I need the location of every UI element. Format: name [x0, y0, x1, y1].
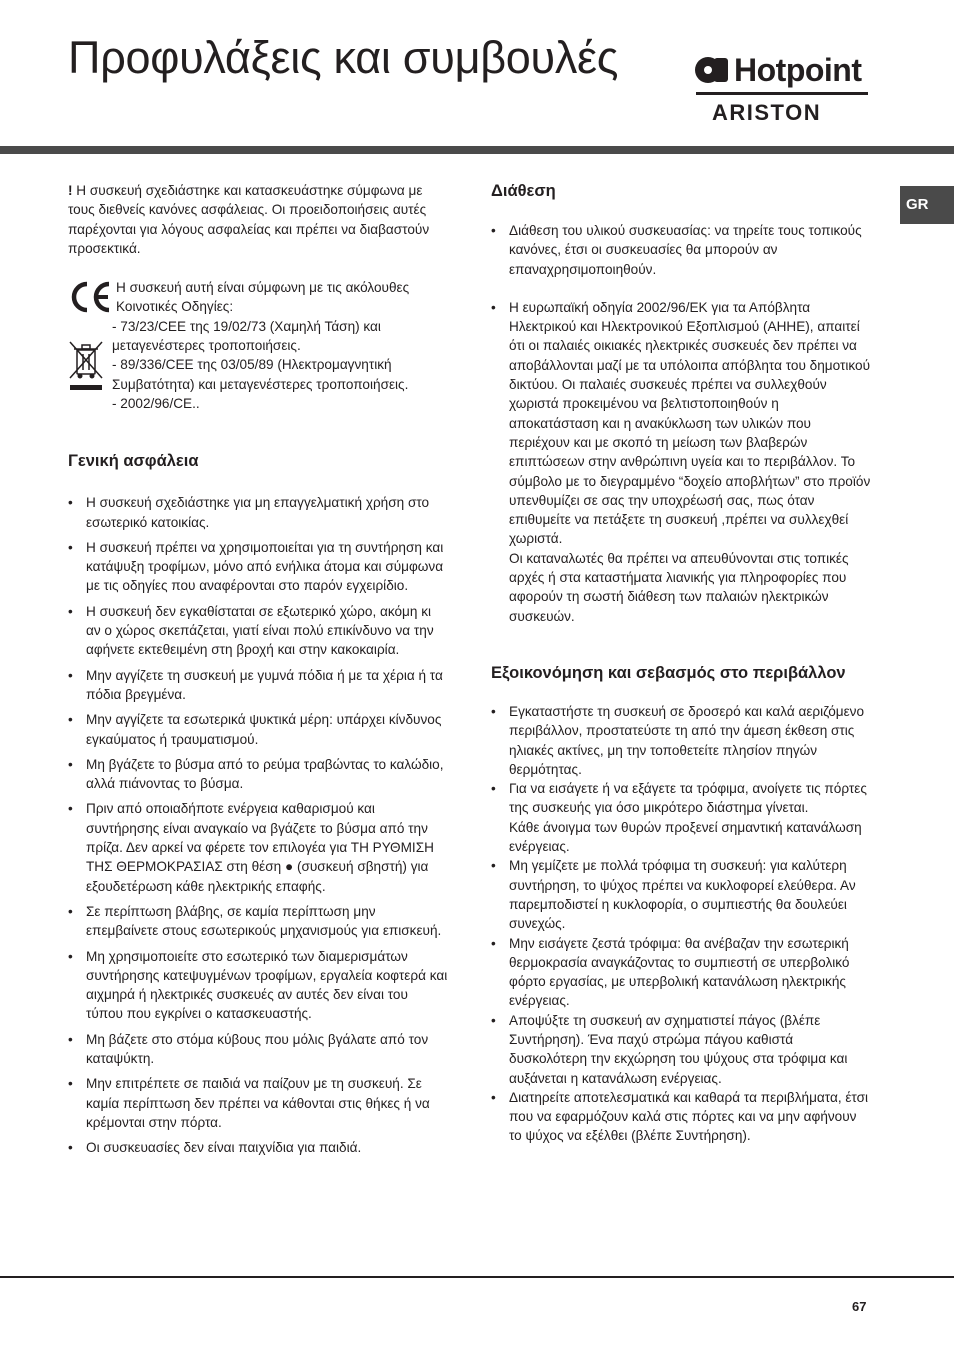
list-item — [491, 702, 871, 779]
intro-text: Η συσκευή σχεδιάστηκε και κατασκευάστηκε σύμφωνα με τους διεθνείς κανόνες ασφάλειας. Οι προειδοποιήσεις αυτές παρέχονται για λόγους ασφαλείας και πρέπει να διαβαστούν προσεκτικά. — [68, 183, 430, 256]
header-bar — [0, 146, 954, 154]
list-item: • Σε περίπτωση βλάβης, σε καμία περίπτωση μην επεμβαίνετε στους εσωτερικούς μηχανισμούς για επισκευή. — [68, 902, 448, 941]
brand-subname: ARISTON — [712, 100, 822, 125]
list-item: • Μην αγγίζετε τα εσωτερικά ψυκτικά μέρη: υπάρχει κίνδυνος εγκαύματος ή τραυματισμού. — [68, 710, 448, 749]
list-item — [491, 1088, 871, 1146]
safety-list — [68, 493, 448, 1157]
ce-mark-icon — [68, 280, 112, 314]
footer-divider — [0, 1276, 954, 1278]
section-title-energy-saving: Εξοικονόμηση και σεβασμός στο περιβάλλον — [491, 663, 846, 682]
hotpoint-mark-icon — [694, 52, 730, 88]
list-item: • Διάθεση του υλικού συσκευασίας: να τηρείτε τους τοπικούς κανόνες, έτσι οι συσκευασίες θα μπορούν αν επαναχρησιμοποιηθούν. — [491, 221, 871, 279]
ce-directive: - 2002/96/CE.. — [112, 395, 200, 411]
list-item-text: • Μην εισάγετε ζεστά τρόφιμα: θα ανέβαζαν την εσωτερική θερμοκρασία αναγκάζοντας το συμπιεστή σε υπερβολικό φόρτο εργασίας, με υπερβολική κατανάλωση ηλεκτρικής ενέργειας. — [509, 935, 850, 1009]
list-item: • Οι συσκευασίες δεν είναι παιχνίδια για παιδιά. — [68, 1138, 448, 1157]
ce-directive: - 89/336/CEE της 03/05/89 (Ηλεκτρομαγνητική Συμβατότητα) και μεταγενέστερες τροποποιήσεις. — [112, 357, 409, 392]
list-item — [491, 298, 871, 626]
section-title-disposal: Διάθεση — [491, 182, 556, 200]
brand-name: Hotpoint — [734, 52, 862, 88]
section-title-general-safety: Γενική ασφάλεια — [68, 452, 199, 471]
list-item-text: • Μη γεμίζετε με πολλά τρόφιμα τη συσκευή: για καλύτερη συντήρηση, το ψύχος πρέπει να κυκλοφορεί ελεύθερα. Αν παρεμποδιστεί η κυκλοφορία, ο συμπιεστής θα δουλεύει συνεχώς. — [509, 858, 856, 932]
warning-mark: ! — [68, 183, 73, 198]
list-item: • Μην αγγίζετε τη συσκευή με γυμνά πόδια ή με τα χέρια ή τα πόδια βρεγμένα. — [68, 666, 448, 705]
list-item: • Μη βγάζετε το βύσμα από το ρεύμα τραβώντας το καλώδιο, αλλά πιάνοντας το βύσμα. — [68, 755, 448, 794]
disposal-list — [491, 221, 871, 626]
list-item: • Η συσκευή σχεδιάστηκε για μη επαγγελματική χρήση στο εσωτερικό κατοικίας. — [68, 493, 448, 532]
brand-logo — [690, 42, 872, 130]
list-item: • Μην επιτρέπετε σε παιδιά να παίζουν με τη συσκευή. Σε καμία περίπτωση δεν πρέπει να κάθονται στις θήκες ή να κρέμονται στην πόρτα. — [68, 1074, 448, 1132]
list-item: • Μη βάζετε στο στόμα κύβους που μόλις βγάλατε από τον καταψύκτη. — [68, 1030, 448, 1069]
ce-intro: Η συσκευή αυτή είναι σύμφωνη με τις ακόλουθες Κοινοτικές Οδηγίες: — [116, 280, 410, 315]
list-item: • Η συσκευή πρέπει να χρησιμοποιείται για τη συντήρηση και κατάψυξη τροφίμων, μόνο από ενήλικα άτομα και σύμφωνα με τις οδηγίες που αναφέρονται στο παρόν εγχειρίδιο. — [68, 538, 448, 596]
list-item — [491, 779, 871, 856]
list-item: • Μη χρησιμοποιείτε στο εσωτερικό των διαμερισμάτων συντήρησης κατεψυγμένων τροφίμων, εργαλεία κοφτερά και αιχμηρά ή ηλεκτρικές συσκευές αν αυτές δεν είναι του τύπου που εγκρίνει ο κατασκευαστής. — [68, 947, 448, 1024]
right-column — [491, 181, 871, 1146]
list-item: • Πριν από οποιαδήποτε ενέργεια καθαρισμού και συντήρησης είναι αναγκαίο να βγάζετε το βύσμα από την πρίζα. Δεν αρκεί να φέρετε τον επιλογέα για ΤΗ ΡΥΘΜΙΣΗ ΤΗΣ ΘΕΡΜΟΚΡΑΣΙΑΣ στη θέση ● (συσκευή σβηστή) για εξουδετέρωση κάθε ηλεκτρικής επαφής. — [68, 799, 448, 895]
disposal-weee-text: • Η ευρωπαϊκή οδηγία 2002/96/ΕΚ για τα Απόβλητα Ηλεκτρικού και Ηλεκτρονικού Εξοπλισμού (ΑΗΗΕ), απαιτεί ότι οι παλαιές οικιακές ηλεκτρικές συσκευές δεν πρέπει να αποβάλλονται μαζί με τα υπόλοιπα απόβλητα του δημοτικού δικτύου. Οι παλαιές συσκευές πρέπει να συλλεχθούν χωριστά προκειμένου να βελτιστοποιηθούν η αποκατάσταση και η ανακύκλωση των υλικών που περιέχουν και με σκοπό τη μείωση των βλαβερών επιπτώσεων στην ανθρώπινη υγεία και το περιβάλλον. Το σύμβολο με το διεγραμμένο “δοχείο αποβλήτων” στο προϊόν υπενθυμίζει σε σας την υποχρέωσή σας, πως όταν επιθυμείτε να πετάξετε τη συσκευή ,πρέπει να συλλεχθεί χωριστά. — [509, 299, 871, 547]
list-item: • Η συσκευή δεν εγκαθίσταται σε εξωτερικό χώρο, ακόμη κι αν ο χώρος σκεπάζεται, γιατί είναι πολύ επικίνδυνο να την αφήνετε εκτεθειμένη στη βροχή και στην κακοκαιρία. — [68, 602, 448, 660]
ce-directive: - 73/23/CEE της 19/02/73 (Χαμηλή Τάση) και μεταγενέστερες τροποποιήσεις. — [112, 318, 381, 354]
list-item-text: • Διατηρείτε αποτελεσματικά και καθαρά τα περιβλήματα, έτσι που να εφαρμόζουν καλά στις πόρτες και να μην αφήνουν το ψύχος να εξέλθει (βλέπε Συντήρηση). — [509, 1089, 869, 1144]
eco-list — [491, 702, 871, 1146]
language-tab: GR — [900, 186, 954, 224]
left-column — [68, 181, 448, 1157]
list-item-text: Κάθε άνοιγμα των θυρών προξενεί σημαντική κατανάλωση ενέργειας. — [509, 819, 862, 855]
page-title: Προφυλάξεις και συμβουλές — [68, 32, 619, 83]
disposal-consumer-text: Οι καταναλωτές θα πρέπει να απευθύνονται στις τοπικές αρχές ή στα καταστήματα λιανικής για πληροφορίες που αφορούν τη σωστή διάθεση των παλαιών ηλεκτρικών συσκευών. — [509, 550, 849, 624]
list-item-text: • Για να εισάγετε ή να εξάγετε τα τρόφιμα, ανοίγετε τις πόρτες της συσκευής για όσο μικρότερο διάστημα γίνεται. — [509, 781, 867, 816]
logo-divider — [696, 92, 868, 95]
page-number: 67 — [852, 1299, 867, 1314]
list-item — [491, 1011, 871, 1088]
list-item-text: • Εγκαταστήστε τη συσκευή σε δροσερό και καλά αεριζόμενο περιβάλλον, προστατεύστε τη από την άμεση έκθεση στις ηλιακές ακτίνες, μη την τοποθετείτε πλησίον πηγών θερμότητας. — [509, 703, 865, 777]
list-item-text: • Αποψύξτε τη συσκευή αν σχηματιστεί πάγος (βλέπε Συντήρηση). Ένα παχύ στρώμα πάγου καθιστά δυσκολότερη την εκχώρηση του ψύχους στα τρόφιμα και αυξάνεται η κατανάλωση ενέργειας. — [509, 1012, 848, 1086]
intro-paragraph — [68, 181, 448, 258]
list-item — [491, 856, 871, 933]
list-item — [491, 934, 871, 1011]
ce-block — [68, 278, 448, 413]
weee-bin-icon — [68, 340, 104, 394]
